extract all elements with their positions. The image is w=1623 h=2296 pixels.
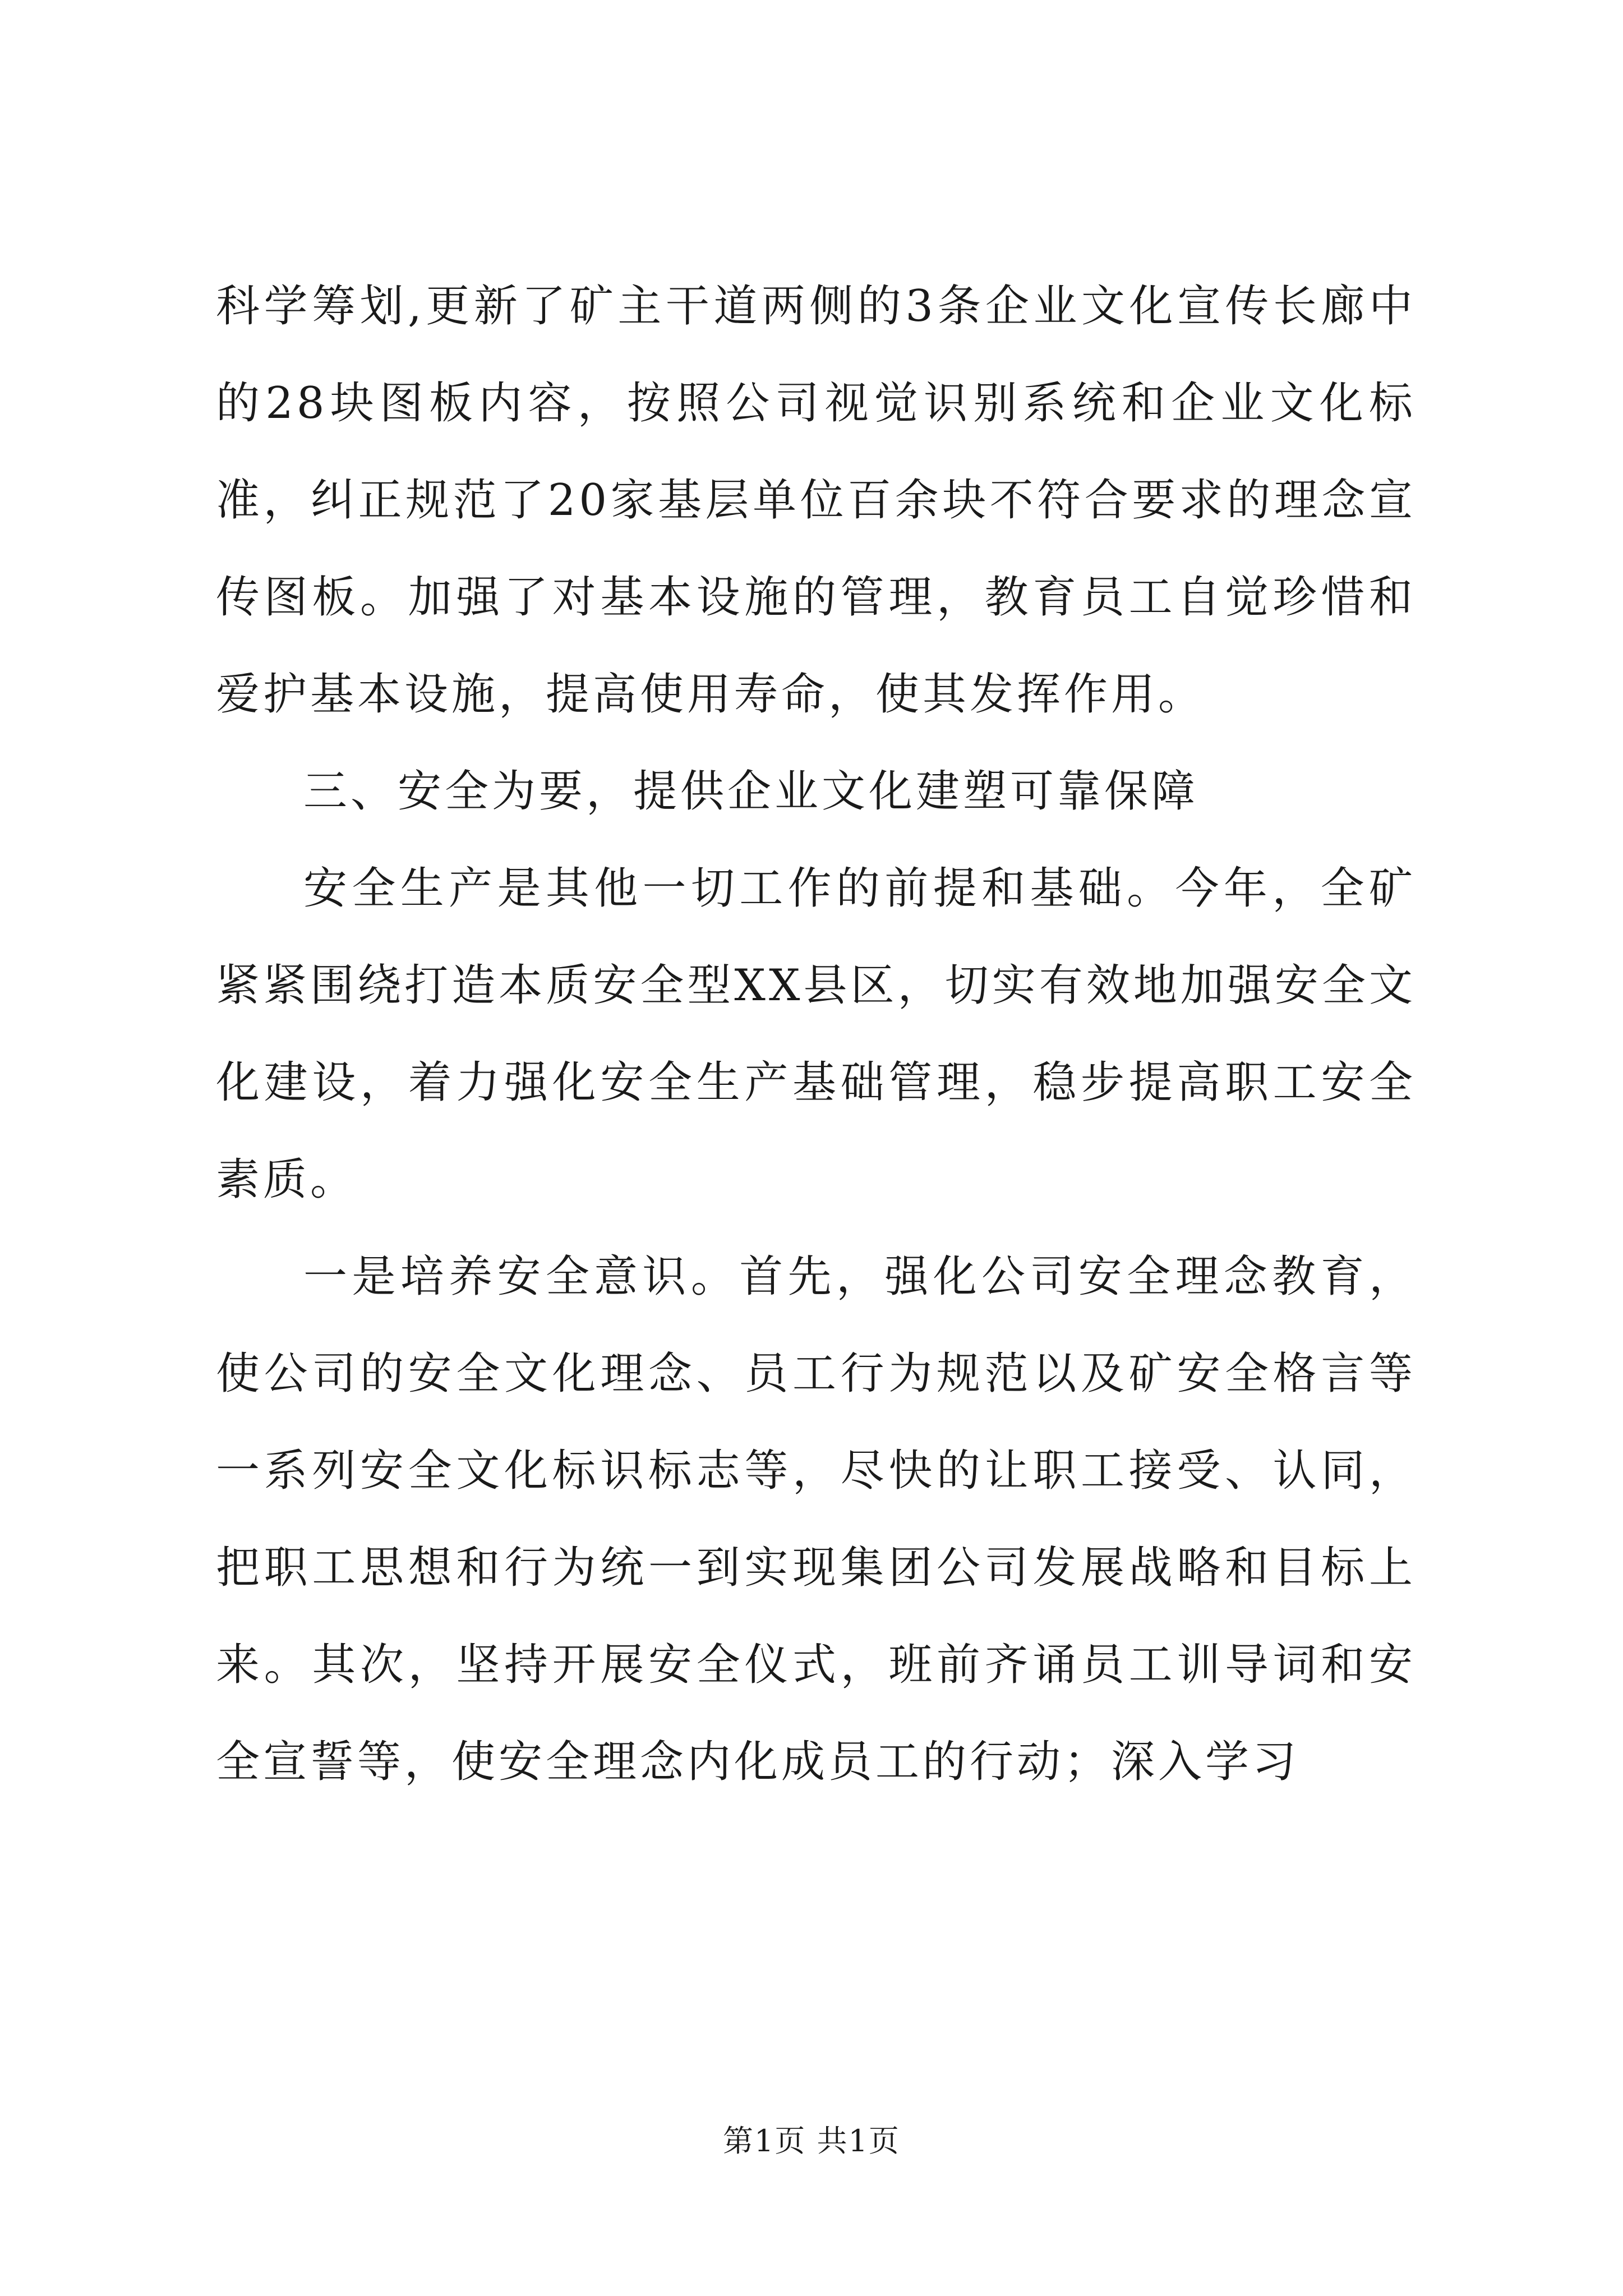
page-footer	[0, 2122, 1623, 2161]
paragraph-safety-awareness: 一是培养安全意识。首先，强化公司安全理念教育，使公司的安全文化理念、员工行为规范以及矿安全格言等一系列安全文化标识标志等，尽快的让职工接受、认同，把职工思想和行为统一到实现集团公司发展战略和目标上来。其次，坚持开展安全仪式，班前齐诵员工训导词和安全宣誓等，使安全理念内化成员工的行动；深入学习	[216, 1251, 1416, 1787]
paragraph-safety-intro: 安全生产是其他一切工作的前提和基础。今年，全矿紧紧围绕打造本质安全型XX县区，切实有效地加强安全文化建设，着力强化安全生产基础管理，稳步提高职工安全素质。	[216, 863, 1416, 1205]
document-body	[216, 258, 1416, 1811]
paragraph-continuation: 科学筹划,更新了矿主干道两侧的3条企业文化宣传长廊中的28块图板内容，按照公司视觉识别系统和企业文化标准，纠正规范了20家基层单位百余块不符合要求的理念宣传图板。加强了对基本设施的管理，教育员工自觉珍惜和爱护基本设施，提高使用寿命，使其发挥作用。	[216, 281, 1416, 720]
section-heading: 三、安全为要，提供企业文化建塑可靠保障	[303, 766, 1199, 817]
page-number: 第1页 共1页	[723, 2123, 900, 2159]
